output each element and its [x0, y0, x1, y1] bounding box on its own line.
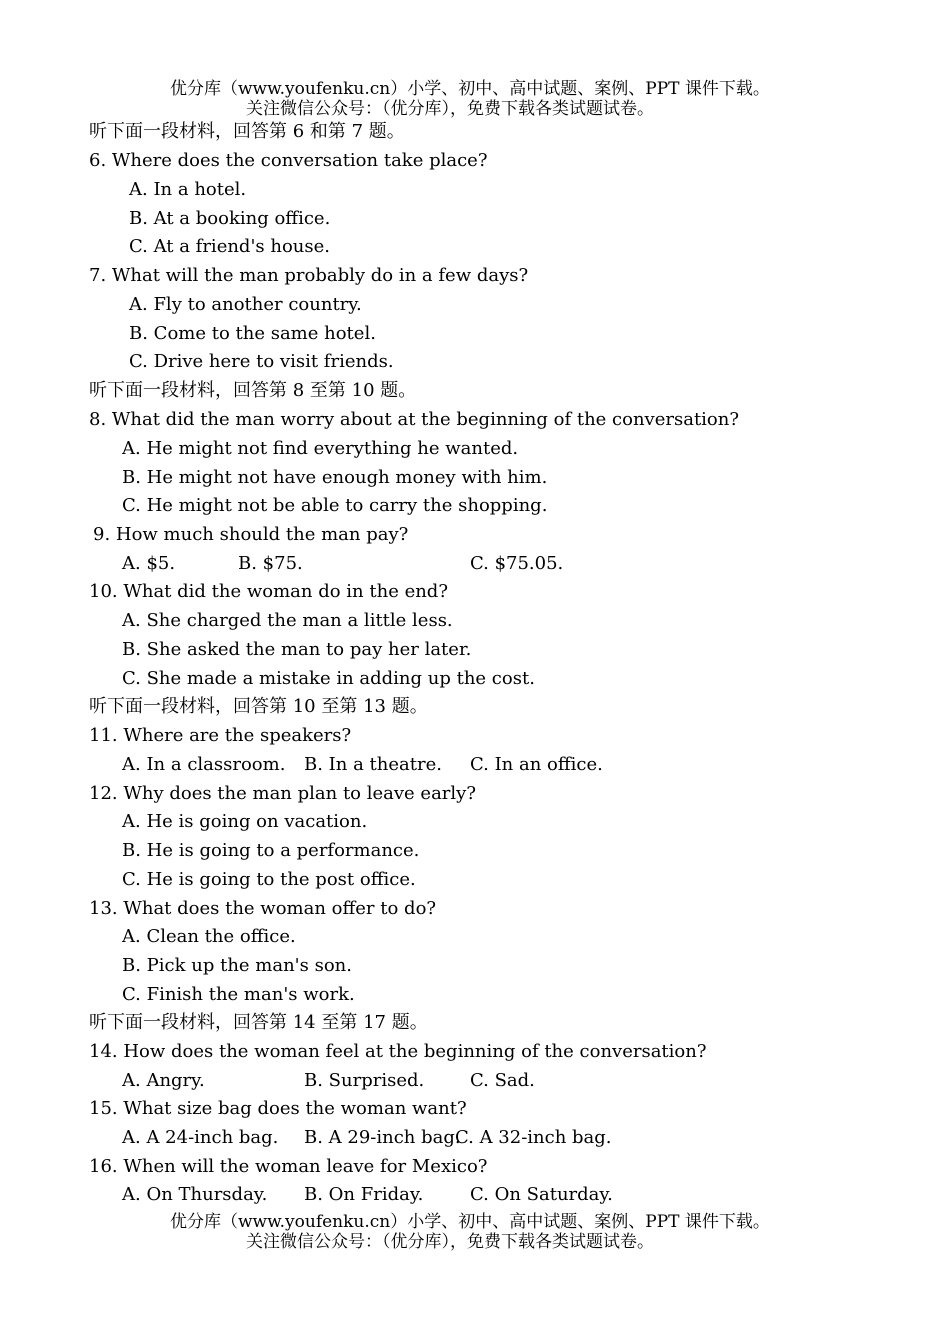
question-14: 14. How does the woman feel at the beginning of the conversation? — [89, 1041, 707, 1062]
question-11-options — [0, 755, 950, 775]
question-10-option-b: B. She asked the man to pay her later. — [122, 639, 472, 660]
question-13-option-c: C. Finish the man's work. — [122, 984, 355, 1005]
question-9-option-a: A. $5. — [122, 553, 176, 574]
question-11-option-c: C. In an office. — [470, 754, 603, 775]
question-8-option-a: A. He might not find everything he wanted. — [122, 438, 519, 459]
header-line-1: 优分库（www.youfenku.cn）小学、初中、高中试题、案例、PPT 课件下载。 — [170, 79, 770, 99]
question-16: 16. When will the woman leave for Mexico? — [89, 1156, 488, 1177]
header-line-2: 关注微信公众号：（优分库），免费下载各类试题试卷。 — [246, 99, 654, 119]
question-10-option-c: C. She made a mistake in adding up the cost. — [122, 668, 535, 689]
question-14-option-b: B. Surprised. — [304, 1070, 425, 1091]
question-9: 9. How much should the man pay? — [93, 524, 409, 545]
question-7: 7. What will the man probably do in a few days? — [89, 265, 529, 286]
question-12: 12. Why does the man plan to leave early? — [89, 783, 476, 804]
section-instruction-14-17: 听下面一段材料，回答第 14 至第 17 题。 — [89, 1012, 428, 1033]
question-12-option-b: B. He is going to a performance. — [122, 840, 420, 861]
question-12-option-c: C. He is going to the post office. — [122, 869, 416, 890]
question-7-option-a: A. Fly to another country. — [129, 294, 362, 315]
question-9-option-c: C. $75.05. — [470, 553, 564, 574]
question-7-option-c: C. Drive here to visit friends. — [129, 351, 394, 372]
question-8-option-c: C. He might not be able to carry the shopping. — [122, 495, 548, 516]
question-14-option-c: C. Sad. — [470, 1070, 535, 1091]
footer-line-1: 优分库（www.youfenku.cn）小学、初中、高中试题、案例、PPT 课件下载。 — [170, 1212, 770, 1232]
question-10-option-a: A. She charged the man a little less. — [122, 610, 453, 631]
question-16-options — [0, 1185, 950, 1205]
question-9-options — [0, 554, 950, 574]
question-15-option-c: C. A 32-inch bag. — [455, 1127, 612, 1148]
question-6-option-c: C. At a friend's house. — [129, 236, 330, 257]
question-11-option-b: B. In a theatre. — [304, 754, 442, 775]
question-13-option-b: B. Pick up the man's son. — [122, 955, 352, 976]
question-15-options — [0, 1128, 950, 1148]
question-16-option-a: A. On Thursday. — [122, 1184, 268, 1205]
question-11: 11. Where are the speakers? — [89, 725, 352, 746]
question-13: 13. What does the woman offer to do? — [89, 898, 437, 919]
question-13-option-a: A. Clean the office. — [122, 926, 296, 947]
question-6: 6. Where does the conversation take place? — [89, 150, 488, 171]
question-9-option-b: B. $75. — [238, 553, 303, 574]
question-14-options — [0, 1071, 950, 1091]
question-14-option-a: A. Angry. — [122, 1070, 205, 1091]
question-6-option-b: B. At a booking office. — [129, 208, 331, 229]
section-instruction-6-7: 听下面一段材料，回答第 6 和第 7 题。 — [89, 121, 405, 142]
section-instruction-8-10: 听下面一段材料，回答第 8 至第 10 题。 — [89, 380, 417, 401]
question-11-option-a: A. In a classroom. — [122, 754, 286, 775]
question-7-option-b: B. Come to the same hotel. — [129, 323, 376, 344]
question-10: 10. What did the woman do in the end? — [89, 581, 448, 602]
question-15: 15. What size bag does the woman want? — [89, 1098, 467, 1119]
section-instruction-10-13: 听下面一段材料，回答第 10 至第 13 题。 — [89, 696, 428, 717]
question-8: 8. What did the man worry about at the beginning of the conversation? — [89, 409, 740, 430]
question-12-option-a: A. He is going on vacation. — [122, 811, 368, 832]
question-16-option-c: C. On Saturday. — [470, 1184, 613, 1205]
question-16-option-b: B. On Friday. — [304, 1184, 424, 1205]
question-15-option-a: A. A 24-inch bag. — [122, 1127, 279, 1148]
question-15-option-b: B. A 29-inch bag. — [304, 1127, 461, 1148]
footer-line-2: 关注微信公众号：（优分库），免费下载各类试题试卷。 — [246, 1232, 654, 1252]
question-6-option-a: A. In a hotel. — [129, 179, 247, 200]
question-8-option-b: B. He might not have enough money with him. — [122, 467, 548, 488]
